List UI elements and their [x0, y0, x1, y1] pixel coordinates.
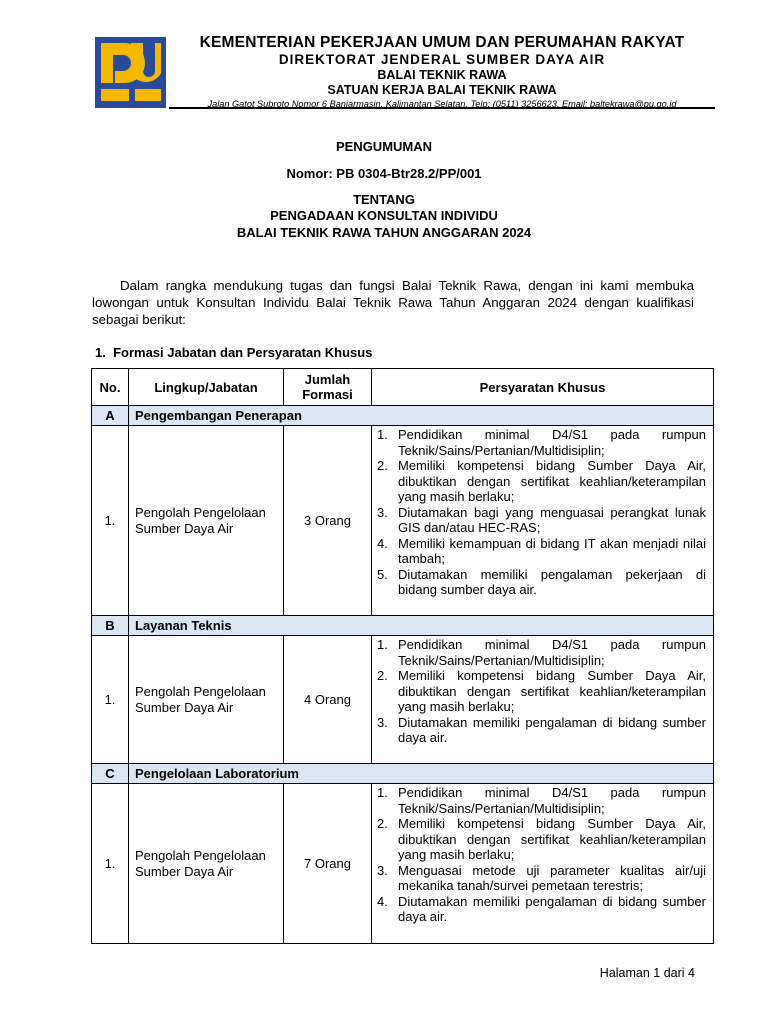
- row-number: 1.: [92, 784, 129, 944]
- requirements-table: [91, 368, 714, 944]
- category-row: [92, 764, 714, 784]
- intro-text: Dalam rangka mendukung tugas dan fungsi Balai Teknik Rawa, dengan ini kami membuka lowongan untuk Konsultan Individu Balai Teknik Rawa Tahun Anggaran 2024 dengan kualifikasi sebagai berikut:: [92, 278, 694, 327]
- row-quota: 3 Orang: [284, 426, 372, 616]
- announcement-subject-line2: BALAI TEKNIK RAWA TAHUN ANGGARAN 2024: [236, 225, 532, 240]
- page-number: Halaman 1 dari 4: [599, 966, 695, 980]
- header-quota-line2: Formasi: [302, 387, 353, 402]
- section-title-text: Formasi Jabatan dan Persyaratan Khusus: [113, 345, 373, 360]
- row-requirements: [372, 426, 714, 616]
- announcement-number: Nomor: PB 0304-Btr28.2/PP/001: [286, 166, 482, 181]
- requirements-list: [377, 637, 706, 746]
- category-name: Pengembangan Penerapan: [129, 406, 714, 426]
- list-item-number: 3.: [377, 714, 388, 730]
- category-row: [92, 406, 714, 426]
- office-address: Jalan Gatot Subroto Nomor 6 Banjarmasin, Kalimantan Selatan, Telp: (0511) 3256623, Email: baltekrawa@pu.go.id: [207, 99, 677, 109]
- list-item: [377, 567, 706, 598]
- table-row: [92, 784, 714, 944]
- list-item-number: 4.: [377, 893, 388, 909]
- ministry-name: KEMENTERIAN PEKERJAAN UMUM DAN PERUMAHAN RAKYAT: [199, 34, 685, 51]
- row-number: 1.: [92, 426, 129, 616]
- list-item-text: Pendidikan minimal D4/S1 pada rumpun Teknik/Sains/Pertanian/Multidisiplin;: [398, 427, 706, 458]
- letterhead-rule: [169, 107, 715, 109]
- list-item: [377, 668, 706, 715]
- table-row: [92, 426, 714, 616]
- list-item-text: Pendidikan minimal D4/S1 pada rumpun Teknik/Sains/Pertanian/Multidisiplin;: [398, 637, 706, 668]
- list-item: [377, 427, 706, 458]
- list-item-text: Diutamakan memiliki pengalaman di bidang sumber daya air.: [398, 714, 706, 745]
- announcement-heading: PENGUMUMAN: [335, 139, 433, 154]
- list-item-number: 2.: [377, 668, 388, 683]
- list-item: [377, 458, 706, 505]
- list-item-number: 5.: [377, 566, 388, 582]
- category-letter: C: [92, 764, 129, 784]
- row-quota: 7 Orang: [284, 784, 372, 944]
- table-header-row: [92, 369, 714, 406]
- office-name: BALAI TEKNIK RAWA: [377, 68, 507, 82]
- announcement-subject-line1: PENGADAAN KONSULTAN INDIVIDU: [270, 208, 498, 223]
- category-name: Layanan Teknis: [129, 616, 714, 636]
- header-quota-line1: Jumlah: [304, 372, 351, 387]
- category-letter: A: [92, 406, 129, 426]
- list-item-number: 2.: [377, 458, 388, 473]
- table-row: [92, 636, 714, 764]
- letterhead-text: [169, 34, 715, 111]
- row-requirements: [372, 636, 714, 764]
- row-number: 1.: [92, 636, 129, 764]
- requirements-list: [377, 427, 706, 598]
- list-item-text: Memiliki kemampuan di bidang IT akan menjadi nilai tambah;: [398, 535, 706, 566]
- list-item-number: 1.: [377, 427, 388, 442]
- list-item-text: Diutamakan memiliki pengalaman di bidang sumber daya air.: [398, 893, 706, 924]
- row-quota: 4 Orang: [284, 636, 372, 764]
- list-item-number: 4.: [377, 535, 388, 551]
- list-item-number: 3.: [377, 504, 388, 520]
- unit-name: SATUAN KERJA BALAI TEKNIK RAWA: [327, 83, 557, 97]
- header-position: Lingkup/Jabatan: [129, 369, 284, 406]
- row-position: Pengolah Pengelolaan Sumber Daya Air: [129, 426, 284, 616]
- row-position: Pengolah Pengelolaan Sumber Daya Air: [129, 636, 284, 764]
- list-item-number: 3.: [377, 862, 388, 878]
- header-no: No.: [92, 369, 129, 406]
- list-item-number: 1.: [377, 637, 388, 652]
- section-title: [95, 345, 372, 360]
- list-item: [377, 894, 706, 925]
- header-quota: [284, 369, 372, 406]
- logo-graphic: [95, 37, 166, 108]
- list-item: [377, 863, 706, 894]
- header-requirements: Persyaratan Khusus: [372, 369, 714, 406]
- row-position: Pengolah Pengelolaan Sumber Daya Air: [129, 784, 284, 944]
- list-item-number: 2.: [377, 816, 388, 831]
- list-item-number: 1.: [377, 785, 388, 800]
- list-item: [377, 816, 706, 863]
- list-item-text: Menguasai metode uji parameter kualitas air/uji mekanika tanah/survei pemetaan terestris;: [398, 862, 706, 893]
- letterhead: [95, 34, 715, 110]
- category-row: [92, 616, 714, 636]
- section-number: 1.: [95, 345, 106, 360]
- list-item-text: Diutamakan bagi yang menguasai perangkat lunak GIS dan/atau HEC-RAS;: [398, 504, 706, 535]
- list-item: [377, 536, 706, 567]
- pupr-logo-icon: [95, 37, 166, 108]
- category-name: Pengelolaan Laboratorium: [129, 764, 714, 784]
- row-requirements: [372, 784, 714, 944]
- category-letter: B: [92, 616, 129, 636]
- list-item: [377, 715, 706, 746]
- directorate-name: DIREKTORAT JENDERAL SUMBER DAYA AIR: [278, 52, 606, 67]
- list-item-text: Memiliki kompetensi bidang Sumber Daya Air, dibuktikan dengan sertifikat keahlian/keterampilan yang masih berlaku;: [398, 458, 706, 504]
- requirements-list: [377, 785, 706, 925]
- intro-paragraph: [92, 277, 694, 328]
- announcement-about: TENTANG: [353, 192, 415, 207]
- list-item-text: Memiliki kompetensi bidang Sumber Daya Air, dibuktikan dengan sertifikat keahlian/keterampilan yang masih berlaku;: [398, 816, 706, 862]
- list-item: [377, 637, 706, 668]
- list-item: [377, 785, 706, 816]
- list-item-text: Pendidikan minimal D4/S1 pada rumpun Teknik/Sains/Pertanian/Multidisiplin;: [398, 785, 706, 816]
- list-item-text: Diutamakan memiliki pengalaman pekerjaan di bidang sumber daya air.: [398, 566, 706, 597]
- list-item: [377, 505, 706, 536]
- list-item-text: Memiliki kompetensi bidang Sumber Daya Air, dibuktikan dengan sertifikat keahlian/keterampilan yang masih berlaku;: [398, 668, 706, 714]
